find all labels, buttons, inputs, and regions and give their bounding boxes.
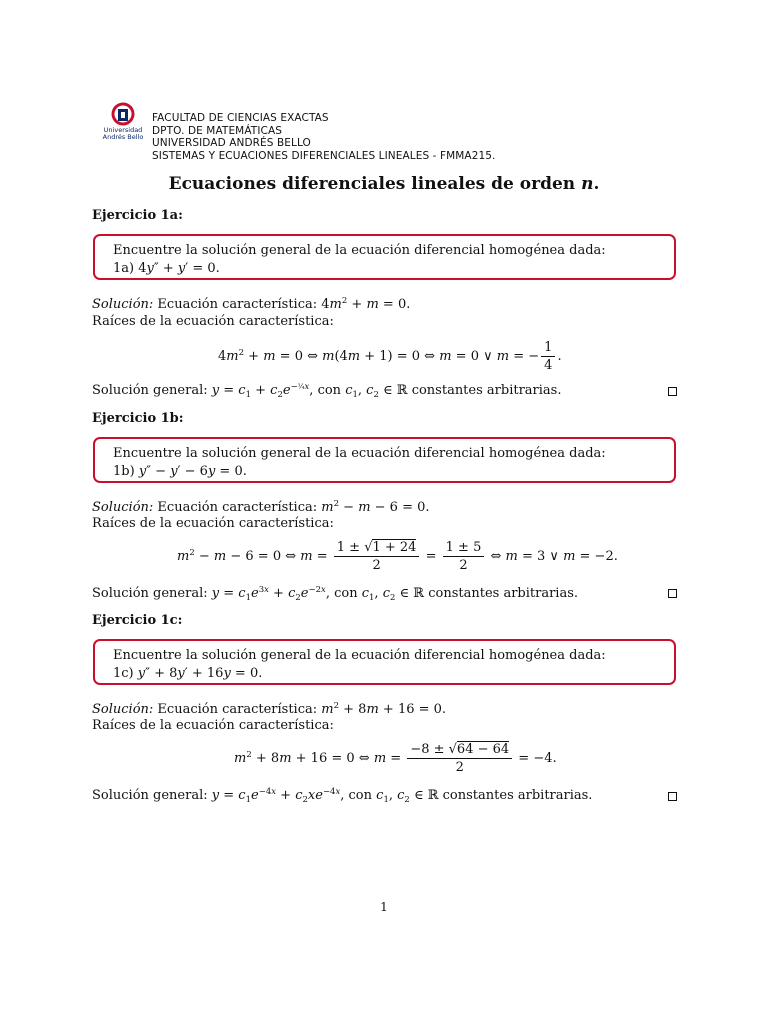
header-university: UNIVERSIDAD ANDRÉS BELLO — [152, 137, 311, 149]
page-number: 1 — [380, 900, 388, 914]
exercise-1a-heading: Ejercicio 1a: — [92, 208, 183, 223]
qed-square — [668, 387, 677, 396]
university-logo — [100, 102, 146, 142]
solution-1b-general: Solución general: $y = c_1e^{3x} + c_2e^{-2x}$, con $c_1$, $c_2$ ∈ ℝ constantes arbitrarias. — [92, 585, 578, 603]
solution-1a-general: Solución general: $y = c_1 + c_2e^{-\frac{1}{4}x}$, con $c_1$, $c_2$ ∈ ℝ constantes arbitrarias. — [92, 382, 562, 400]
exercise-equation: 1a) 4y″ + y′ = 0. — [113, 261, 220, 276]
solution-1a-roots-label: Raíces de la ecuación característica: — [92, 314, 334, 329]
page-title: Ecuaciones diferenciales lineales de orden n. — [168, 174, 600, 194]
exercise-1c-statement-box — [93, 639, 676, 685]
exercise-1c-heading: Ejercicio 1c: — [92, 613, 183, 628]
exercise-equation: 1c) y″ + 8y′ + 16y = 0. — [113, 666, 263, 681]
exercise-1b-heading: Ejercicio 1b: — [92, 411, 184, 426]
document-header — [152, 112, 496, 162]
solution-1c-roots-equation: $m^2 + 8m + 16 = 0$ ⇔ m = $\frac{-8 \pm √64 - 64}{2}$ = −4. — [234, 742, 557, 775]
solution-1b-roots-label: Raíces de la ecuación característica: — [92, 516, 334, 531]
solution-1c-general: Solución general: $y = c_1e^{-4x} + c_2xe^{-4x}$, con $c_1$, $c_2$ ∈ ℝ constantes arbitrarias. — [92, 787, 593, 805]
solution-1c-char-eq: Solución: Ecuación característica: $m^2 + 8m + 16 = 0$. — [92, 701, 447, 717]
exercise-equation: 1b) y″ − y′ − 6y = 0. — [113, 464, 247, 479]
qed-square — [668, 792, 677, 801]
solution-1a-char-eq: Solución: Ecuación característica: $4m^2 + m = 0$. — [92, 296, 411, 312]
exercise-prompt: Encuentre la solución general de la ecuación diferencial homogénea dada: — [113, 446, 606, 461]
svg-text:Andrés Bello: Andrés Bello — [102, 133, 144, 141]
exercise-1a-statement-box — [93, 234, 676, 280]
exercise-1b-statement-box — [93, 437, 676, 483]
solution-1c-roots-label: Raíces de la ecuación característica: — [92, 718, 334, 733]
solution-1b-char-eq: Solución: Ecuación característica: $m^2 - m - 6 = 0$. — [92, 499, 430, 515]
solution-1b-roots-equation: $m^2 - m - 6 = 0$ ⇔ m = $\frac{1 \pm √1 + 24}{2}$ = $\frac{1 \pm 5}{2}$ ⇔ m = 3 ∨ m = −2. — [177, 540, 618, 573]
header-faculty: FACULTAD DE CIENCIAS EXACTAS — [152, 112, 329, 124]
exercise-prompt: Encuentre la solución general de la ecuación diferencial homogénea dada: — [113, 648, 606, 663]
solution-1a-roots-equation: $4m^2 + m = 0$ ⇔ m(4m + 1) = 0 ⇔ m = 0 ∨ m = − $\frac{1}{4}$ . — [218, 340, 562, 373]
qed-square — [668, 589, 677, 598]
svg-text:Universidad: Universidad — [103, 126, 143, 134]
exercise-prompt: Encuentre la solución general de la ecuación diferencial homogénea dada: — [113, 243, 606, 258]
header-department: DPTO. DE MATEMÁTICAS — [152, 124, 282, 137]
header-course: SISTEMAS Y ECUACIONES DIFERENCIALES LINEALES - FMMA215. — [152, 149, 496, 162]
